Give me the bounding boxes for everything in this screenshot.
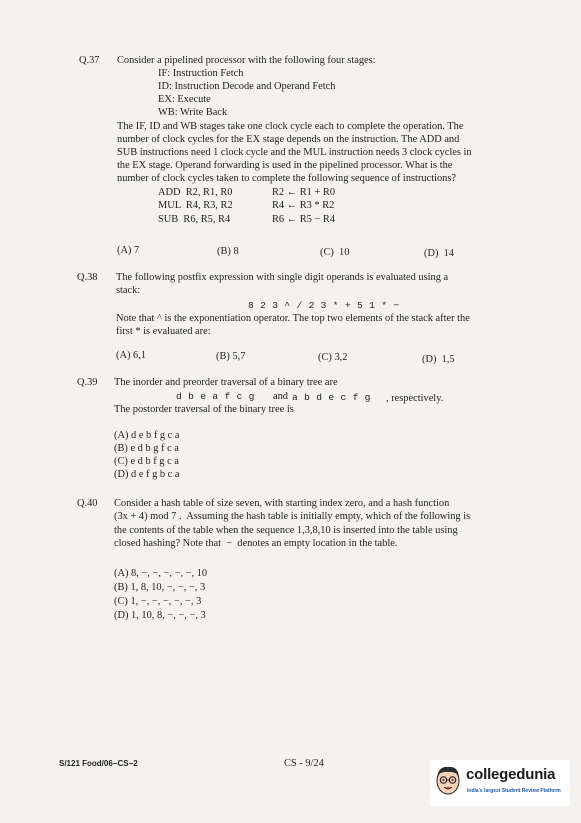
q37-instr-2-desc: R4 ← R3 * R2 [272,200,335,211]
collegedunia-logo [430,760,570,806]
mascot-face-icon [434,764,462,796]
q38-body-2: stack: [116,285,141,296]
q38-option-c: (C) 3,2 [318,352,348,363]
q37-option-a: (A) 7 [117,245,140,256]
q39-inorder: d b e a f c g [176,391,255,402]
q38-number: Q.38 [77,272,98,283]
q37-body-2: number of clock cycles for the EX stage depends on the instruction. The ADD and [117,134,460,145]
q37-body-1: The IF, ID and WB stages take one clock cycle each to complete the operation. The [117,121,464,132]
footer-code: S/121 Food/06−CS−2 [59,759,138,768]
q37-instr-1-desc: R2 ← R1 + R0 [272,187,336,198]
q37-number: Q.37 [79,55,100,66]
q37-option-d: (D) 14 [424,248,455,259]
logo-tagline: India's largest Student Review Platform [467,788,561,794]
q37-option-b: (B) 8 [217,246,239,257]
q40-body-1: Consider a hash table of size seven, with starting index zero, and a hash function [114,498,450,509]
q37-body-4: the EX stage. Operand forwarding is used in the pipelined processor. What is the [117,160,453,171]
q40-body-2: (3x + 4) mod 7 . Assuming the hash table is initially empty, which of the following is [114,511,471,522]
q40-number: Q.40 [77,498,98,509]
q38-option-d: (D) 1,5 [422,354,455,365]
q40-option-a: (A) 8, −, −, −, −, −, 10 [114,568,208,579]
q39-respectively: , respectively. [386,393,444,404]
logo-brand-text: collegedunia [466,766,556,783]
q37-intro: Consider a pipelined processor with the following four stages: [117,55,376,66]
q37-body-3: SUB instructions need 1 clock cycle and the MUL instruction needs 3 clock cycles in [117,147,472,158]
q38-note-1: Note that ^ is the exponentiation operator. The top two elements of the stack after the [116,313,470,324]
q37-option-c: (C) 10 [320,247,350,258]
q39-option-a: (A) d e b f g c a [114,430,180,441]
q38-note-2: first * is evaluated are: [116,326,211,337]
q40-body-4: closed hashing? Note that − denotes an empty location in the table. [114,538,398,549]
q39-option-d: (D) d e f g b c a [114,469,180,480]
q38-expression: 8 2 3 ^ / 2 3 * + 5 1 * − [248,300,400,311]
q38-body-1: The following postfix expression with single digit operands is evaluated using a [116,272,449,283]
footer-page-number: CS - 9/24 [284,758,324,769]
q39-preorder: a b d e c f g [292,392,371,403]
q38-option-b: (B) 5,7 [216,351,246,362]
q37-stage-1: IF: Instruction Fetch [158,68,244,79]
q40-body-3: the contents of the table when the sequence 1,3,8,10 is inserted into the table using [114,525,458,536]
q37-instr-3-op: SUB R6, R5, R4 [158,214,231,225]
q37-instr-1-op: ADD R2, R1, R0 [158,187,233,198]
q39-number: Q.39 [77,377,98,388]
q37-instr-2-op: MUL R4, R3, R2 [158,200,233,211]
q37-body-5: number of clock cycles taken to complete the following sequence of instructions? [117,173,457,184]
q39-line-1: The inorder and preorder traversal of a binary tree are [114,377,338,388]
q40-option-d: (D) 1, 10, 8, −, −, −, 3 [114,610,206,621]
q37-stage-3: EX: Execute [158,94,211,105]
q37-instr-3-desc: R6 ← R5 − R4 [272,214,336,225]
q39-and: and [273,391,289,402]
q39-option-c: (C) e d b f g c a [114,456,179,467]
q39-line-3: The postorder traversal of the binary tree is [114,404,294,415]
q39-option-b: (B) e d b g f c a [114,443,179,454]
q38-option-a: (A) 6,1 [116,350,147,361]
q40-option-c: (C) 1, −, −, −, −, −, 3 [114,596,202,607]
q37-stage-4: WB: Write Back [158,107,228,118]
q37-stage-2: ID: Instruction Decode and Operand Fetch [158,81,336,92]
q40-option-b: (B) 1, 8, 10, −, −, −, 3 [114,582,206,593]
